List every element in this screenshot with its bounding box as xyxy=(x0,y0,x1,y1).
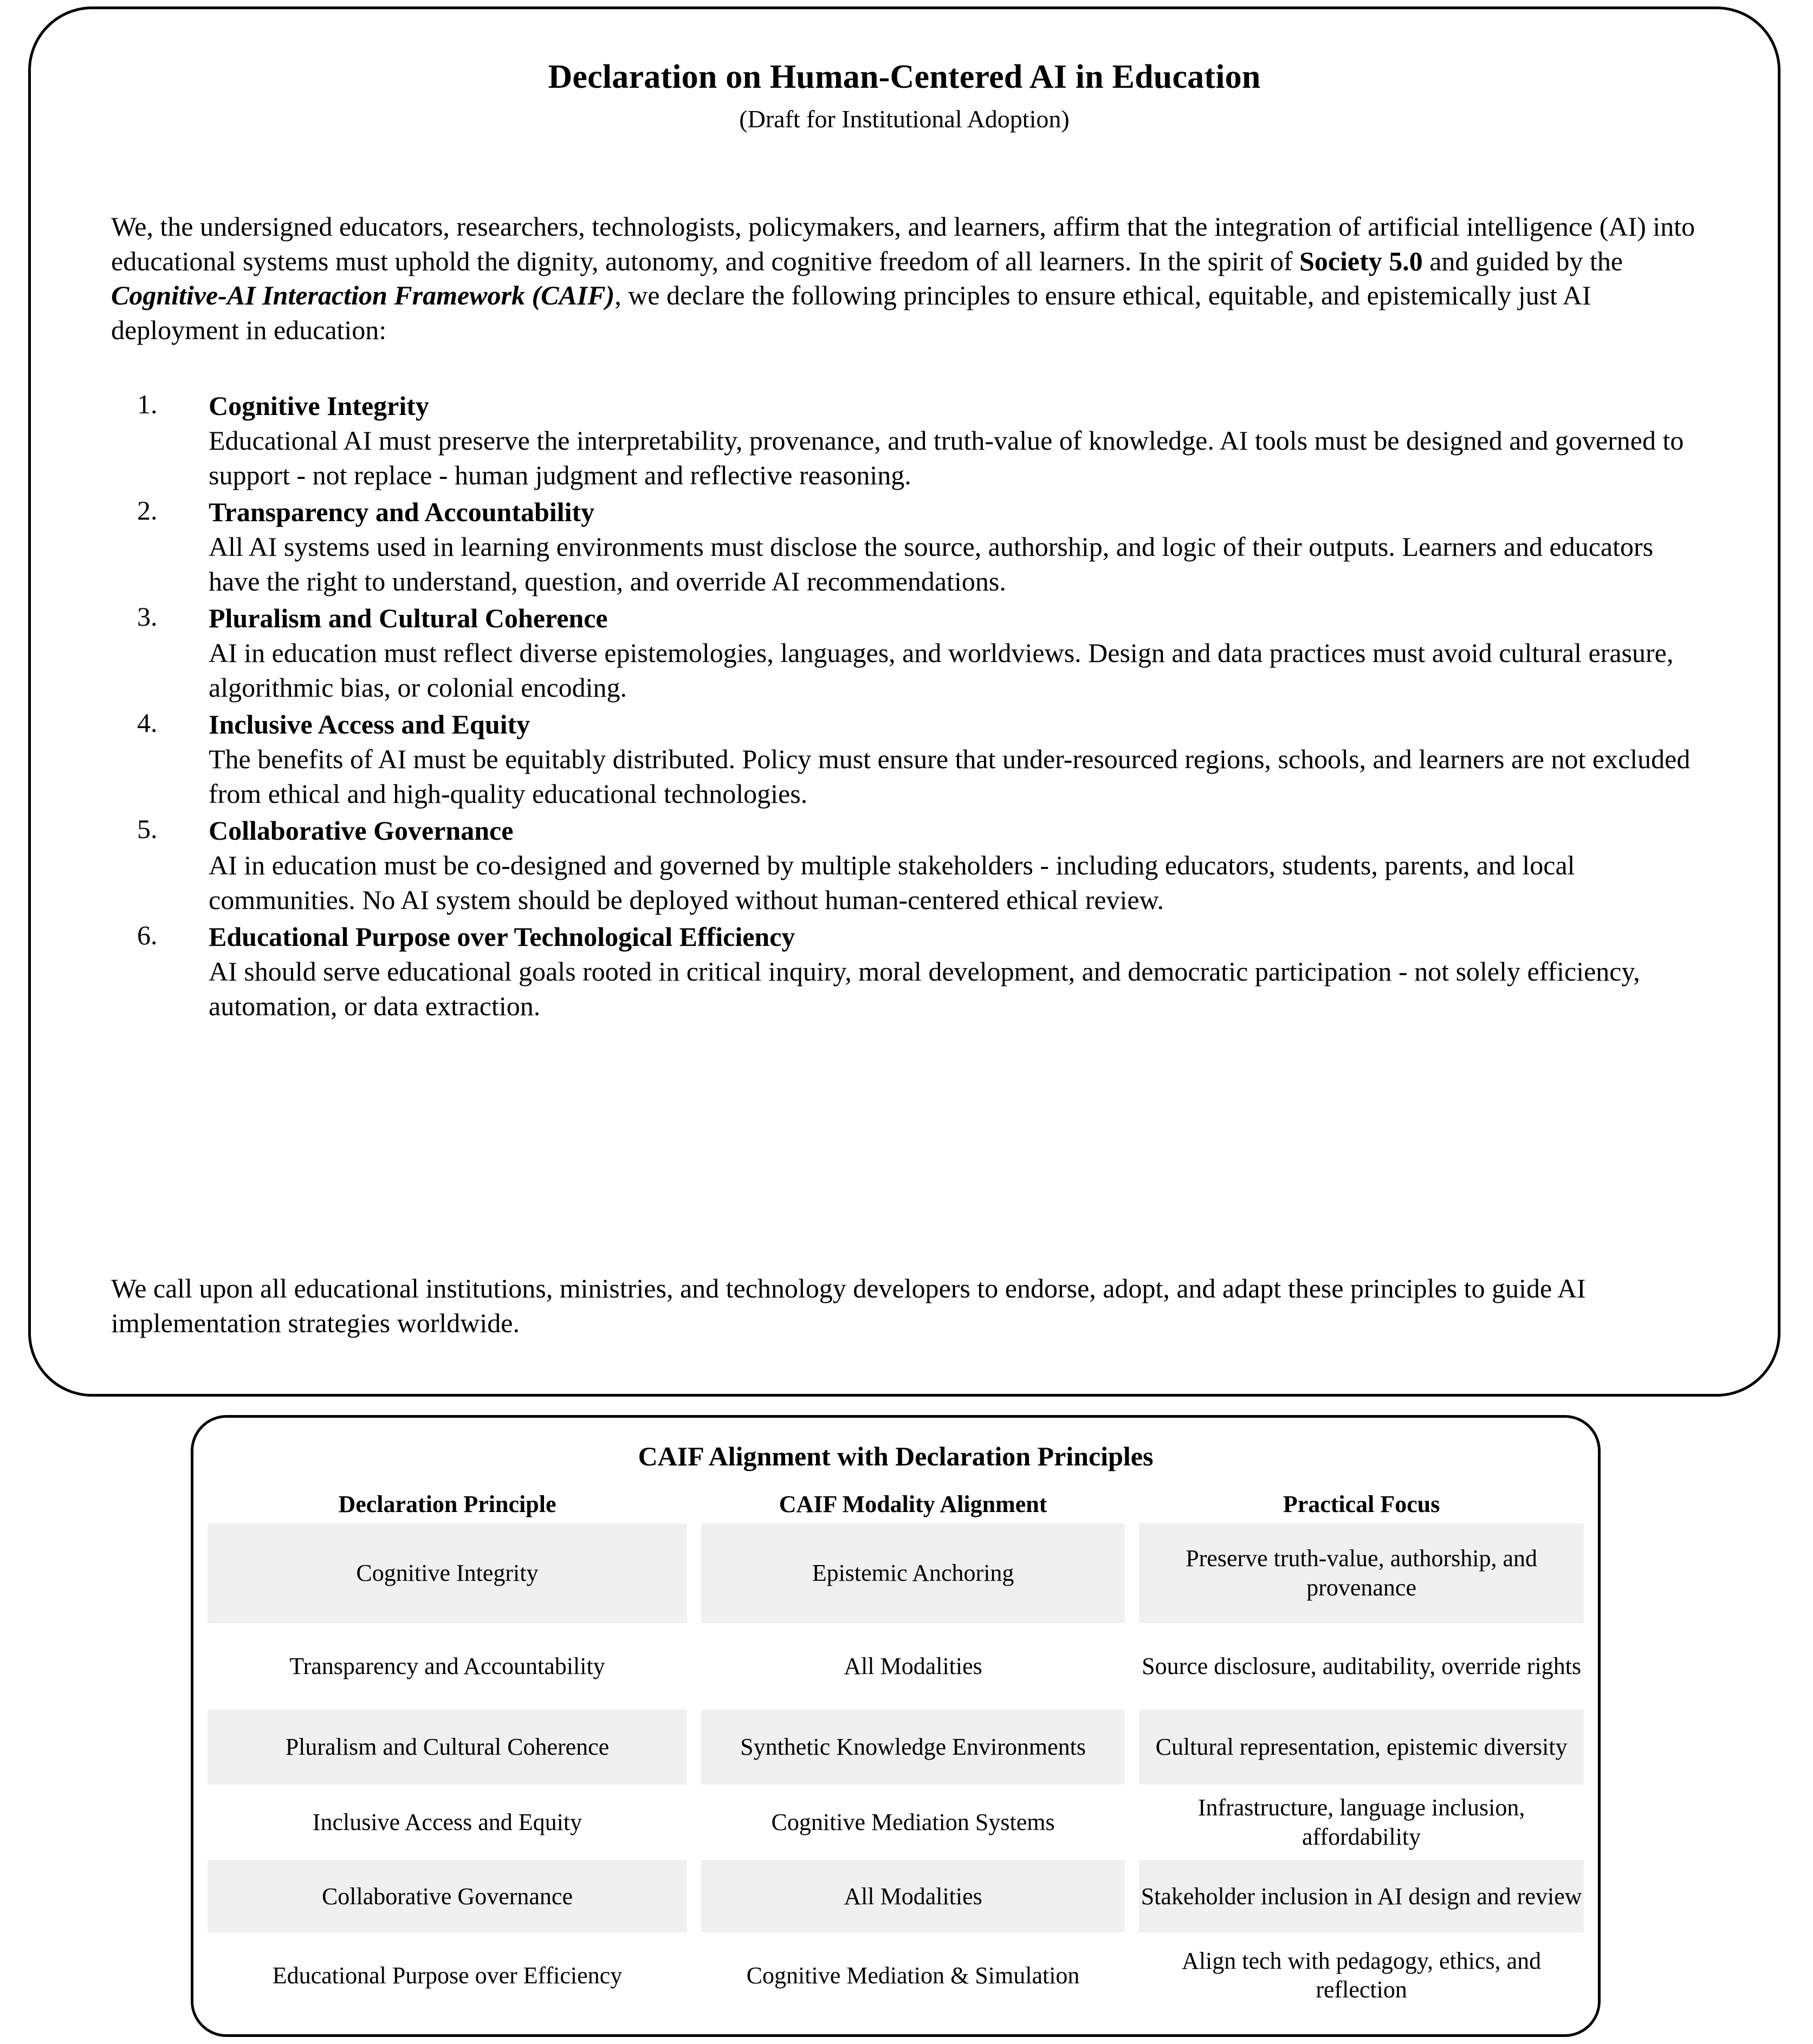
list-item-number: 4. xyxy=(137,708,158,738)
cell-principle xyxy=(200,1932,694,2018)
cell-focus xyxy=(1132,1785,1591,1860)
cell-text: Cognitive Mediation & Simulation xyxy=(746,1962,1080,1989)
list-item xyxy=(128,495,1711,599)
list-item-heading: Educational Purpose over Technological Efficiency xyxy=(209,922,795,952)
cell-text: Cultural representation, epistemic diversity xyxy=(1155,1734,1568,1761)
cell-focus xyxy=(1132,1523,1591,1623)
cell-text: Pluralism and Cultural Coherence xyxy=(285,1734,610,1761)
list-item-heading: Transparency and Accountability xyxy=(209,497,595,527)
cell-principle xyxy=(200,1710,694,1785)
cell-principle xyxy=(200,1623,694,1710)
table-row xyxy=(200,1860,1591,1932)
intro-bold-term: Society 5.0 xyxy=(1299,245,1423,276)
list-item-heading: Cognitive Integrity xyxy=(209,391,429,421)
cell-text: Infrastructure, language inclusion, affordability xyxy=(1197,1794,1525,1850)
alignment-table-title: CAIF Alignment with Declaration Principles xyxy=(638,1441,1154,1471)
list-item-number: 5. xyxy=(137,814,158,844)
cell-text: Inclusive Access and Equity xyxy=(312,1808,582,1835)
table-row xyxy=(200,1932,1591,2018)
list-item-number: 3. xyxy=(137,601,158,632)
cell-text: Cognitive Integrity xyxy=(356,1560,539,1587)
closing-paragraph: We call upon all educational institutions, ministries, and technology developers to endorse, adopt, and adapt these principles to guide AI implementation strategies worldwide. xyxy=(111,1273,1586,1338)
page-subtitle: (Draft for Institutional Adoption) xyxy=(739,105,1070,133)
list-item xyxy=(128,919,1711,1023)
cell-principle xyxy=(200,1860,694,1932)
list-item-number: 1. xyxy=(137,389,158,419)
cell-modality xyxy=(694,1523,1132,1623)
list-item-body: AI should serve educational goals rooted in critical inquiry, moral development, and democratic participation - not solely efficiency, automation, or data extraction. xyxy=(209,956,1640,1021)
list-item-heading: Pluralism and Cultural Coherence xyxy=(209,603,608,633)
page-title: Declaration on Human-Centered AI in Education xyxy=(548,59,1261,95)
table-row xyxy=(200,1710,1591,1785)
column-header-practical-focus: Practical Focus xyxy=(1132,1486,1591,1523)
cell-focus xyxy=(1132,1932,1591,2018)
intro-text-part-2: and guided by the xyxy=(1422,245,1623,276)
declaration-card xyxy=(28,7,1780,1397)
list-item-body: Educational AI must preserve the interpretability, provenance, and truth-value of knowledge. AI tools must be designed and governed to support - not replace - human judgment and reflective reasoning. xyxy=(209,425,1684,490)
cell-text: All Modalities xyxy=(844,1653,982,1680)
cell-text: Stakeholder inclusion in AI design and review xyxy=(1141,1883,1582,1910)
cell-text: Align tech with pedagogy, ethics, and reflection xyxy=(1182,1947,1542,2003)
alignment-table-card xyxy=(191,1415,1601,2037)
list-item-body: AI in education must be co-designed and governed by multiple stakeholders - including educators, students, parents, and local communities. No AI system should be deployed without human-centered ethical review. xyxy=(209,850,1575,915)
list-item-number: 6. xyxy=(137,920,158,950)
cell-text: Source disclosure, auditability, override rights xyxy=(1142,1653,1582,1680)
cell-text: Preserve truth-value, authorship, and provenance xyxy=(1186,1545,1537,1601)
cell-modality xyxy=(694,1785,1132,1860)
list-item-heading: Collaborative Governance xyxy=(209,815,514,846)
list-item xyxy=(128,601,1711,705)
cell-modality xyxy=(694,1932,1132,2018)
list-item-body: The benefits of AI must be equitably distributed. Policy must ensure that under-resourced regions, schools, and learners are not excluded from ethical and high-quality educational technologies. xyxy=(209,744,1691,809)
list-item xyxy=(128,813,1711,917)
column-header-caif-modality-alignment: CAIF Modality Alignment xyxy=(694,1486,1132,1523)
cell-focus xyxy=(1132,1710,1591,1785)
cell-modality xyxy=(694,1623,1132,1710)
table-row xyxy=(200,1785,1591,1860)
table-header-row xyxy=(200,1486,1591,1523)
cell-text: Transparency and Accountability xyxy=(289,1653,605,1680)
table-row xyxy=(200,1623,1591,1710)
column-header-declaration-principle: Declaration Principle xyxy=(200,1486,694,1523)
cell-text: Epistemic Anchoring xyxy=(812,1560,1014,1587)
intro-text-part-1: We, the undersigned educators, researchers, technologists, policymakers, and learners, affirm that the integration of artificial intelligence (AI) into educational systems must uphold the dignity, autonomy, and cognitive freedom of all learners. In the spirit of xyxy=(111,211,1695,276)
cell-text: Cognitive Mediation Systems xyxy=(771,1808,1055,1835)
list-item-number: 2. xyxy=(137,495,158,525)
cell-text: Educational Purpose over Efficiency xyxy=(272,1962,623,1989)
table-row xyxy=(200,1523,1591,1623)
cell-modality xyxy=(694,1860,1132,1932)
cell-text: Collaborative Governance xyxy=(321,1883,573,1910)
intro-italic-term: Cognitive-AI Interaction Framework (CAIF) xyxy=(111,280,615,310)
cell-text: All Modalities xyxy=(844,1883,982,1910)
list-item-heading: Inclusive Access and Equity xyxy=(209,709,530,739)
cell-focus xyxy=(1132,1860,1591,1932)
cell-principle xyxy=(200,1785,694,1860)
cell-principle xyxy=(200,1523,694,1623)
list-item-body: AI in education must reflect diverse epistemologies, languages, and worldviews. Design and data practices must avoid cultural erasure, algorithmic bias, or colonial encoding. xyxy=(209,638,1674,703)
list-item-body: All AI systems used in learning environments must disclose the source, authorship, and logic of their outputs. Learners and educators have the right to understand, question, and override AI recommendations. xyxy=(209,531,1654,596)
list-item xyxy=(128,388,1711,492)
cell-modality xyxy=(694,1710,1132,1785)
alignment-table xyxy=(193,1486,1598,2018)
intro-text-part-3: , we declare the following principles to ensure ethical, equitable, and epistemically just AI deployment in education: xyxy=(111,280,1591,345)
cell-focus xyxy=(1132,1623,1591,1710)
cell-text: Synthetic Knowledge Environments xyxy=(740,1734,1086,1761)
list-item xyxy=(128,707,1711,811)
intro-paragraph xyxy=(111,210,1704,347)
principles-list xyxy=(128,388,1711,1026)
